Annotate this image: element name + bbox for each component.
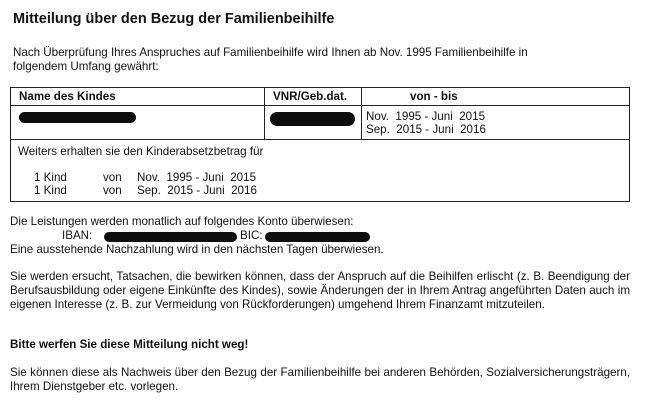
kinderabsetzbetrag-label: Weiters erhalten sie den Kinderabsetzbetrag für <box>18 145 264 158</box>
proof-paragraph: Sie können diese als Nachweis über den Bezug der Familienbeihilfe bei anderen Behörden, Sozialversicherungsträgern, Ihrem Dienstgeber etc. vorlegen. <box>10 366 630 393</box>
redacted-bic <box>265 232 370 242</box>
payment-line-1: Die Leistungen werden monatlich auf folgendes Konto überwiesen: <box>10 215 354 228</box>
header-name-des-kindes: Name des Kindes <box>19 90 116 103</box>
document-title: Mitteilung über den Bezug der Familienbeihilfe <box>13 11 335 27</box>
kab-row-1-von: von <box>103 171 122 184</box>
redacted-vnr <box>270 112 355 126</box>
table-header-divider <box>11 105 629 106</box>
kab-row-1-period: Nov. 1995 - Juni 2015 <box>137 171 257 184</box>
notice-paragraph: Sie werden ersucht, Tatsachen, die bewirken können, dass der Anspruch auf die Beihilfen erlischt (z. B. Beendigung der Berufsausbildung oder eigene Einkünfte des Kindes), sowie Änderungen der in Ihrem Antrag angeführten Daten auch im eigenen Interesse (z. B. zur Vermeidung von Rückforderungen) umgehend Ihrem Finanzamt mitzuteilen. <box>10 270 630 311</box>
intro-line-1: Nach Überprüfung Ihres Anspruches auf Familienbeihilfe wird Ihnen ab Nov. 1995 Familienbeihilfe in <box>13 46 528 59</box>
kab-row-2-count: 1 Kind <box>34 184 67 197</box>
intro-line-2: folgendem Umfang gewährt: <box>13 60 159 73</box>
redacted-iban <box>104 232 237 242</box>
bic-label: BIC: <box>240 229 263 242</box>
kab-row-2-von: von <box>103 184 122 197</box>
table-column-divider-2 <box>361 88 362 139</box>
header-vnr-geb-dat: VNR/Geb.dat. <box>273 90 348 103</box>
kab-row-2-period: Sep. 2015 - Juni 2016 <box>137 184 257 197</box>
kab-row-1-count: 1 Kind <box>34 171 67 184</box>
table-section-divider <box>11 139 629 140</box>
table-column-divider-1 <box>264 88 265 139</box>
payment-line-3: Eine ausstehende Nachzahlung wird in den nächsten Tagen überwiesen. <box>10 243 384 256</box>
keep-notice: Bitte werfen Sie diese Mitteilung nicht weg! <box>10 338 249 351</box>
period-row-2: Sep. 2015 - Juni 2016 <box>366 123 486 136</box>
period-row-1: Nov. 1995 - Juni 2015 <box>366 110 486 123</box>
header-von-bis: von - bis <box>410 90 458 103</box>
iban-label: IBAN: <box>62 229 93 242</box>
benefit-table <box>10 87 630 202</box>
redacted-child-name <box>19 112 136 123</box>
